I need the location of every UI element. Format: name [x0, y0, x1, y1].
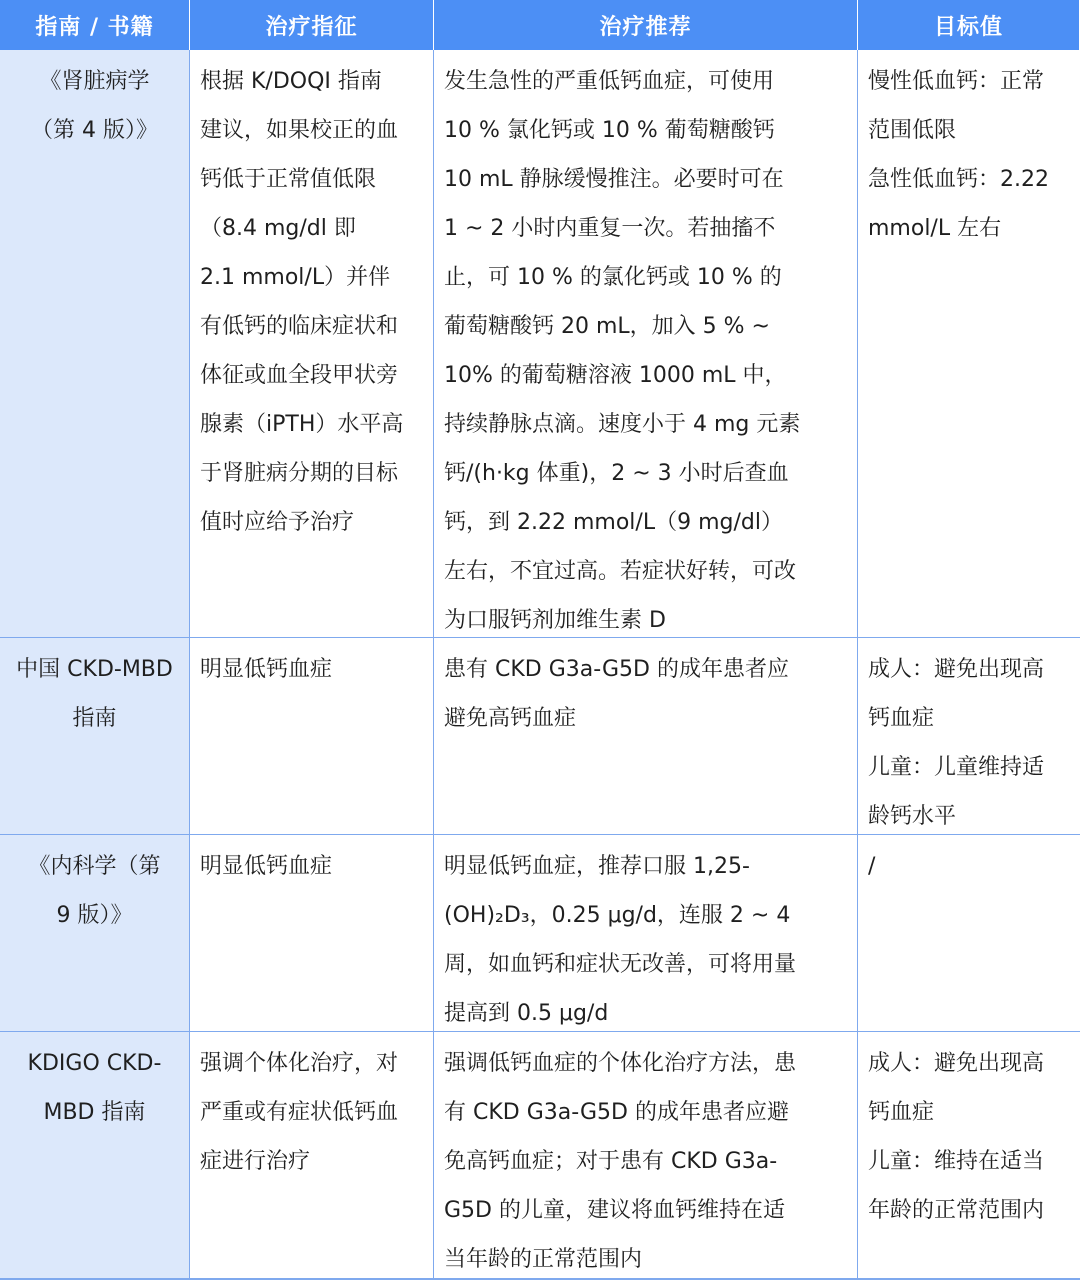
- header-indication: 治疗指征: [190, 0, 434, 50]
- row1-target: 慢性低血钙：正常 范围低限 急性低血钙：2.22 mmol/L 左右: [858, 50, 1080, 638]
- row3-indication: 明显低钙血症: [190, 835, 434, 1032]
- row4-indication: 强调个体化治疗，对 严重或有症状低钙血 症进行治疗: [190, 1032, 434, 1280]
- header-guide-book: 指南 / 书籍: [0, 0, 190, 50]
- row2-target: 成人：避免出现高 钙血症 儿童：儿童维持适 龄钙水平: [858, 638, 1080, 835]
- header-target: 目标值: [858, 0, 1080, 50]
- row4-recommendation: 强调低钙血症的个体化治疗方法，患 有 CKD G3a-G5D 的成年患者应避 免高钙血症；对于患有 CKD G3a- G5D 的儿童，建议将血钙维持在适 当年龄的正常范围内: [434, 1032, 858, 1280]
- row2-recommendation: 患有 CKD G3a-G5D 的成年患者应 避免高钙血症: [434, 638, 858, 835]
- row2-source: 中国 CKD-MBD 指南: [0, 638, 190, 835]
- row1-indication: 根据 K/DOQI 指南 建议，如果校正的血 钙低于正常值低限 （8.4 mg/dl 即 2.1 mmol/L）并伴 有低钙的临床症状和 体征或血全段甲状旁 腺素（iPTH）水平高 于肾脏病分期的目标 值时应给予治疗: [190, 50, 434, 638]
- row1-source: 《肾脏病学 （第 4 版）》: [0, 50, 190, 638]
- row4-source: KDIGO CKD- MBD 指南: [0, 1032, 190, 1280]
- row3-source: 《内科学（第 9 版）》: [0, 835, 190, 1032]
- row4-target: 成人：避免出现高 钙血症 儿童：维持在适当 年龄的正常范围内: [858, 1032, 1080, 1280]
- row1-recommendation: 发生急性的严重低钙血症，可使用 10 % 氯化钙或 10 % 葡萄糖酸钙 10 mL 静脉缓慢推注。必要时可在 1 ~ 2 小时内重复一次。若抽搐不 止，可 10 % 的氯化钙或 10 % 的 葡萄糖酸钙 20 mL，加入 5 % ~ 10% 的葡萄糖溶液 1000 mL 中， 持续静脉点滴。速度小于 4 mg 元素 钙/(h·kg 体重)，2 ~ 3 小时后查血 钙，到 2.22 mmol/L（9 mg/dl） 左右，不宜过高。若症状好转，可改 为口服钙剂加维生素 D: [434, 50, 858, 638]
- row3-recommendation: 明显低钙血症，推荐口服 1,25- (OH)₂D₃，0.25 μg/d，连服 2 ~ 4 周，如血钙和症状无改善，可将用量 提高到 0.5 μg/d: [434, 835, 858, 1032]
- row2-indication: 明显低钙血症: [190, 638, 434, 835]
- row3-target: /: [858, 835, 1080, 1032]
- header-recommendation: 治疗推荐: [434, 0, 858, 50]
